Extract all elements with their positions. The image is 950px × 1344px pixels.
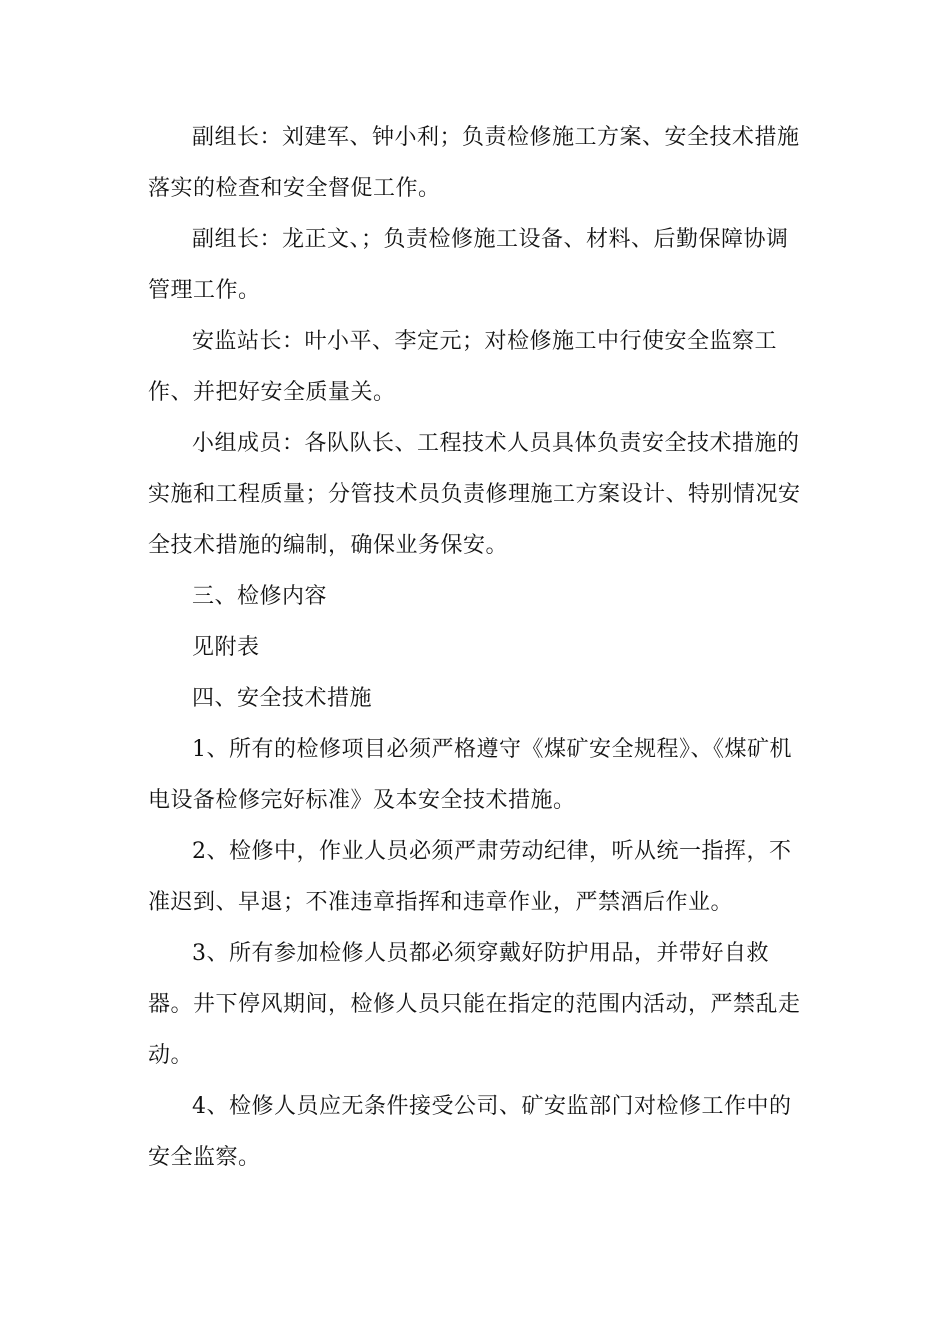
section-heading-safety-measures: 四、安全技术措施: [192, 686, 373, 711]
paragraph-safety-station-chief: 安监站长：叶小平、李定元；对检修施工中行使安全监察工作、并把好安全质量关。: [148, 329, 778, 405]
paragraph-see-attached-table: 见附表: [192, 635, 260, 660]
safety-measure-item-4: 4、检修人员应无条件接受公司、矿安监部门对检修工作中的安全监察。: [148, 1094, 792, 1170]
document-body: [148, 112, 808, 1183]
paragraph-deputy-leader-1: 副组长：刘建军、钟小利；负责检修施工方案、安全技术措施落实的检查和安全督促工作。: [148, 125, 800, 201]
paragraph-team-members: 小组成员：各队队长、工程技术人员具体负责安全技术措施的实施和工程质量；分管技术员负责修理施工方案设计、特别情况安全技术措施的编制，确保业务保安。: [148, 431, 801, 558]
safety-measure-item-2: 2、检修中，作业人员必须严肃劳动纪律，听从统一指挥，不准迟到、早退；不准违章指挥和违章作业，严禁酒后作业。: [148, 839, 792, 915]
safety-measure-item-3: 3、所有参加检修人员都必须穿戴好防护用品，并带好自救器。井下停风期间，检修人员只能在指定的范围内活动，严禁乱走动。: [148, 941, 801, 1068]
safety-measure-item-1: 1、所有的检修项目必须严格遵守《煤矿安全规程》、《煤矿机电设备检修完好标准》及本安全技术措施。: [148, 737, 792, 813]
section-heading-maintenance-content: 三、检修内容: [192, 584, 328, 609]
paragraph-deputy-leader-2: 副组长：龙正文、；负责检修施工设备、材料、后勤保障协调管理工作。: [148, 227, 789, 303]
